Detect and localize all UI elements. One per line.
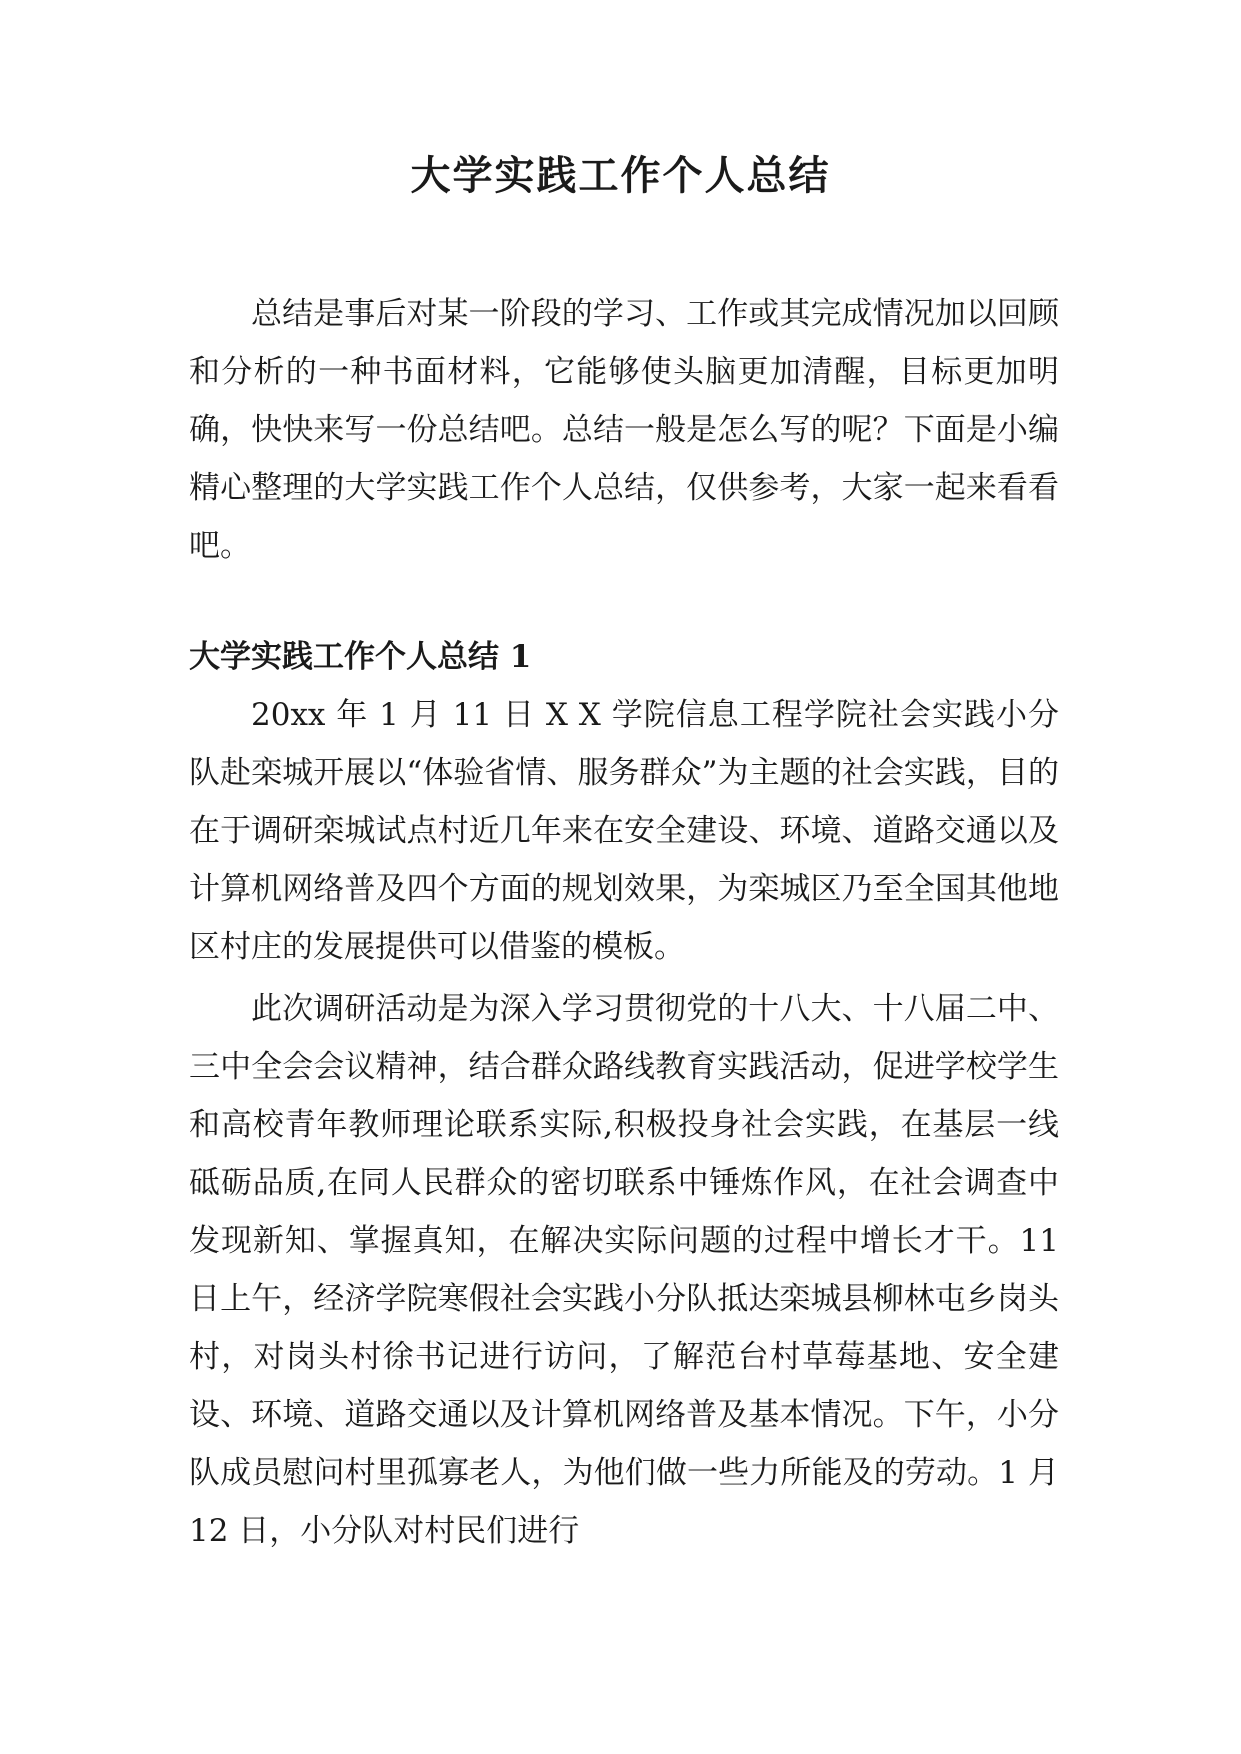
body-paragraph: 20xx 年 1 月 11 日 X X 学院信息工程学院社会实践小分队赴栾城开展以“体验省情、服务群众”为主题的社会实践，目的在于调研栾城试点村近几年来在安全建设、环境、道路交通以及计算机网络普及四个方面的规划效果，为栾城区乃至全国其他地区村庄的发展提供可以借鉴的模板。 [189, 697, 1059, 965]
document-title: 大学实践工作个人总结 [410, 152, 831, 199]
body-paragraph: 此次调研活动是为深入学习贯彻党的十八大、十八届二中、三中全会会议精神，结合群众路线教育实践活动，促进学校学生和高校青年教师理论联系实际,积极投身社会实践，在基层一线砥砺品质,在同人民群众的密切联系中锤炼作风，在社会调查中发现新知、掌握真知，在解决实际问题的过程中增长才干。11 日上午，经济学院寒假社会实践小分队抵达栾城县柳林屯乡岗头村，对岗头村徐书记进行访问，了解范台村草莓基地、安全建设、环境、道路交通以及计算机网络普及基本情况。下午，小分队成员慰问村里孤寡老人，为他们做一些力所能及的劳动。1 月 12 日，小分队对村民们进行 [189, 991, 1059, 1549]
section-heading: 大学实践工作个人总结 1 [189, 639, 532, 675]
intro-paragraph: 总结是事后对某一阶段的学习、工作或其完成情况加以回顾和分析的一种书面材料，它能够使头脑更加清醒，目标更加明确，快快来写一份总结吧。总结一般是怎么写的呢？下面是小编精心整理的大学实践工作个人总结，仅供参考，大家一起来看看吧。 [189, 296, 1059, 564]
